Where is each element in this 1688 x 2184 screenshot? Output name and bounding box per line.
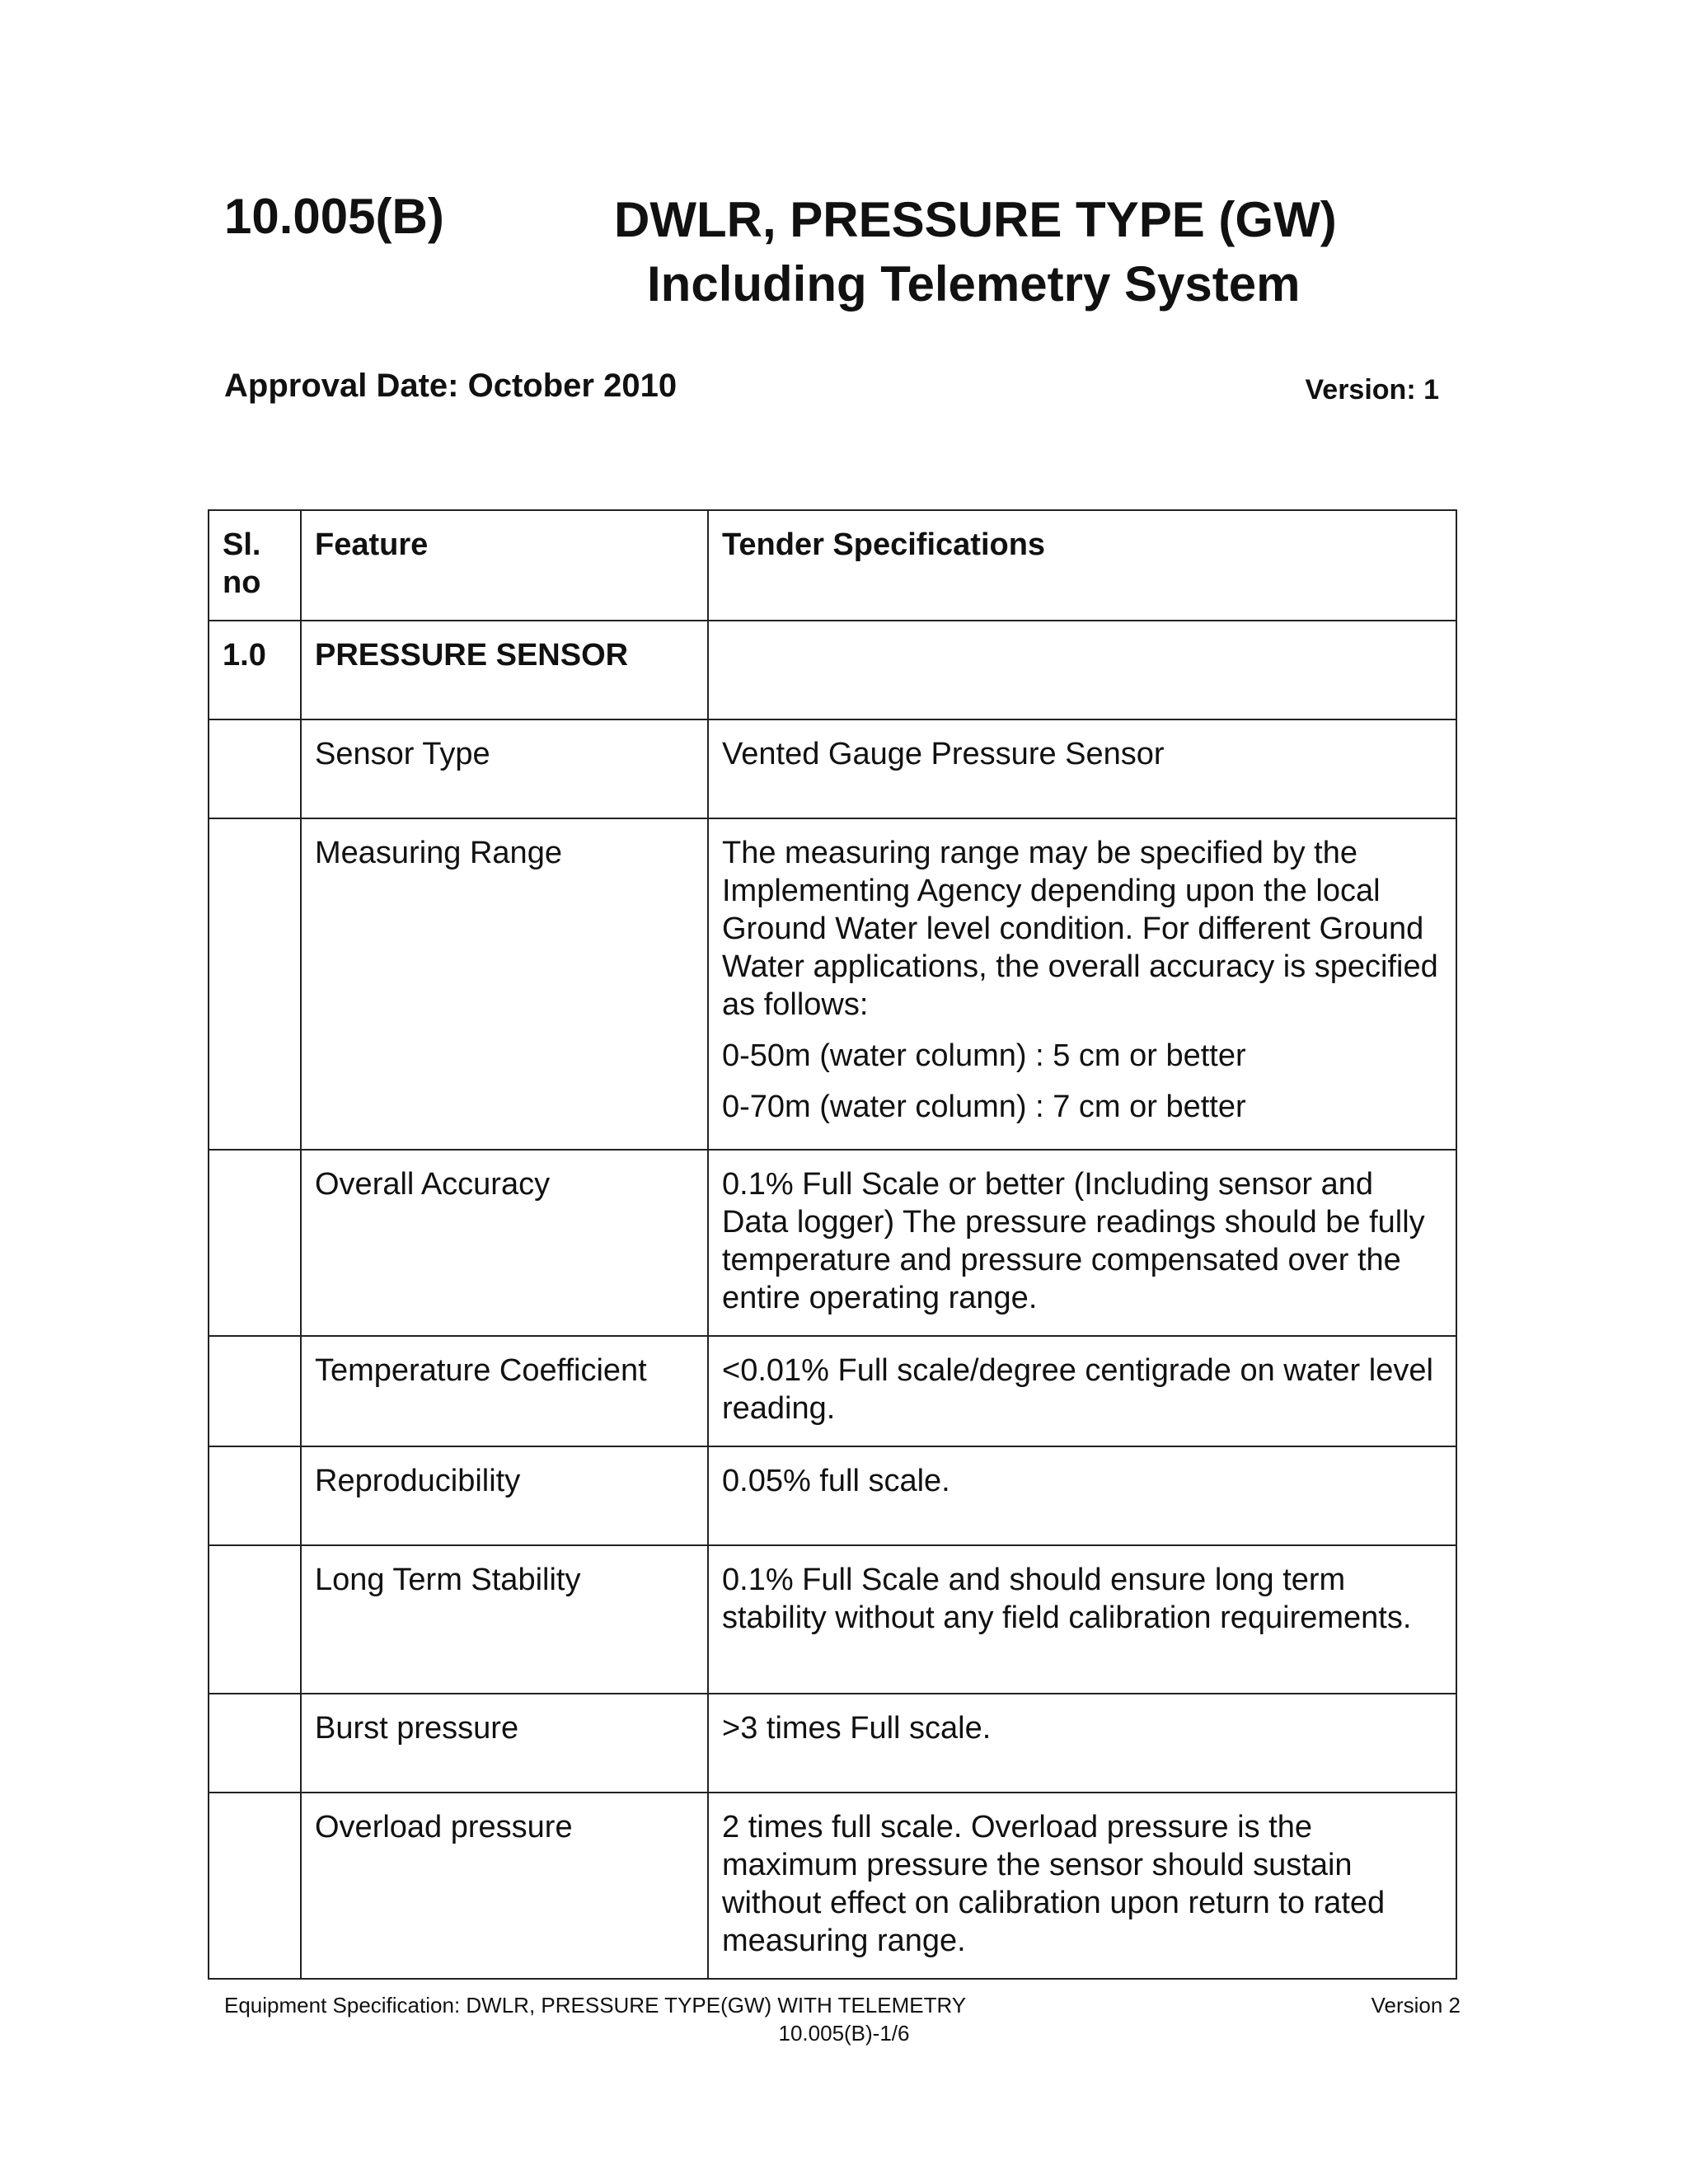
feature-cell: Burst pressure: [301, 1694, 708, 1793]
section-number: 1.0: [209, 621, 301, 719]
slno-cell: [209, 1694, 301, 1793]
footer-equipment-spec: Equipment Specification: DWLR, PRESSURE TYPE(GW) WITH TELEMETRY: [224, 1993, 967, 2018]
table-row: [209, 1694, 1456, 1793]
version-label: Version: 1: [1305, 374, 1439, 405]
feature-cell: Sensor Type: [301, 719, 708, 818]
document-title: [614, 188, 1356, 316]
spec-range-50m: 0-50m (water column) : 5 cm or better: [722, 1038, 1246, 1073]
spec-cell: [708, 818, 1456, 1150]
footer-page-number: 10.005(B)-1/6: [778, 2021, 910, 2046]
document-code: 10.005(B): [224, 189, 444, 244]
feature-cell: Overall Accuracy: [301, 1150, 708, 1336]
table-row: [209, 1446, 1456, 1545]
slno-cell: [209, 1150, 301, 1336]
table-header-row: [209, 510, 1456, 621]
feature-cell: Reproducibility: [301, 1446, 708, 1545]
table-row: [209, 719, 1456, 818]
header-spec: Tender Specifications: [708, 510, 1456, 621]
spec-cell: 0.1% Full Scale and should ensure long term stability without any field calibration requirements.: [708, 1545, 1456, 1694]
spec-range-70m: 0-70m (water column) : 7 cm or better: [722, 1090, 1246, 1124]
slno-cell: [209, 1336, 301, 1446]
approval-date: Approval Date: October 2010: [224, 368, 678, 404]
slno-cell: [209, 1545, 301, 1694]
spec-cell: 2 times full scale. Overload pressure is the maximum pressure the sensor should sustain without effect on calibration upon return to rated measuring range.: [708, 1793, 1456, 1979]
slno-cell: [209, 1793, 301, 1979]
spec-cell: 0.1% Full Scale or better (Including sensor and Data logger) The pressure readings should be fully temperature and pressure compensated over the entire operating range.: [708, 1150, 1456, 1336]
spec-text: The measuring range may be specified by the Implementing Agency depending upon the local Ground Water level condition. For different Ground Water applications, the overall accuracy is specified as follows:: [722, 836, 1438, 1022]
table-row: [209, 1793, 1456, 1979]
table-row: [209, 818, 1456, 1150]
feature-cell: Temperature Coefficient: [301, 1336, 708, 1446]
title-line-1: DWLR, PRESSURE TYPE (GW): [614, 192, 1337, 247]
feature-cell: Measuring Range: [301, 818, 708, 1150]
section-row: [209, 621, 1456, 719]
header-slno: Sl. no: [209, 510, 301, 621]
table-row: [209, 1545, 1456, 1694]
header-feature: Feature: [301, 510, 708, 621]
footer-version: Version 2: [1371, 1993, 1461, 2018]
feature-cell: Overload pressure: [301, 1793, 708, 1979]
slno-cell: [209, 719, 301, 818]
spec-cell: >3 times Full scale.: [708, 1694, 1456, 1793]
section-title: PRESSURE SENSOR: [301, 621, 708, 719]
spec-cell: <0.01% Full scale/degree centigrade on water level reading.: [708, 1336, 1456, 1446]
specification-table: [208, 509, 1457, 1980]
table-row: [209, 1336, 1456, 1446]
spec-cell: 0.05% full scale.: [708, 1446, 1456, 1545]
feature-cell: Long Term Stability: [301, 1545, 708, 1694]
slno-cell: [209, 1446, 301, 1545]
slno-cell: [209, 818, 301, 1150]
table-row: [209, 1150, 1456, 1336]
title-line-2: Including Telemetry System: [647, 256, 1301, 312]
section-empty-cell: [708, 621, 1456, 719]
spec-cell: Vented Gauge Pressure Sensor: [708, 719, 1456, 818]
